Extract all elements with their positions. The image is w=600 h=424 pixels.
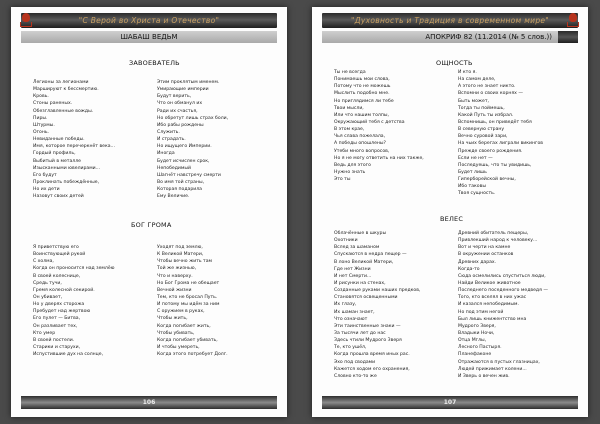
poem-column-left <box>33 79 151 200</box>
poem-line: И страдать. <box>157 137 186 143</box>
poem-line: Но у дверях сторожа <box>33 302 85 308</box>
poem-line: За тысячи лет до нас <box>334 330 386 336</box>
poem-line: Те, кто ушёл, <box>334 345 367 351</box>
poem-line: Их глазу, <box>334 302 357 308</box>
poem-line: Тем, кто не бросал Путь. <box>157 294 218 300</box>
section-title-text: АПОКРИФ 82 (11.2014 (№ 5 слов.)) <box>425 33 552 41</box>
poem-line: Но под этим негой <box>458 309 504 315</box>
poem-line: Последуешь, что ты увидишь, <box>458 162 532 168</box>
poem-line: В окружении останков <box>458 252 514 258</box>
poem-line: Привлекший народ к человеку... <box>458 238 538 244</box>
right-page <box>312 7 588 417</box>
poem-line: Гордый профиль, <box>33 151 76 157</box>
poem-line: Кровь. <box>33 94 49 100</box>
poem-line: Гремя колесной секирой. <box>33 287 95 293</box>
poem-line: Выбитый в металле <box>33 158 81 164</box>
poem-line: Мыслить подобно мне. <box>334 91 390 97</box>
poem-line: И потому мы идём за ним <box>157 302 220 308</box>
poem-line: Был лишь книжентство мна <box>458 316 527 322</box>
poem-line: Пребудет над жертвою <box>33 309 91 315</box>
poem-line: Владыки Ночи, <box>458 330 495 336</box>
poem-line: В своей колеснице, <box>33 273 81 279</box>
poem-line: Когда погибает убивать, <box>157 337 218 343</box>
poem-line: Изысканными ювелирами... <box>33 165 101 171</box>
poem-line: Планефаконе <box>458 352 492 358</box>
poem-line: Эти таинственные знаки — <box>334 323 401 329</box>
poem-line: Будет исчислен срок, <box>157 158 210 164</box>
poem-line: Будет лишь <box>458 169 487 175</box>
poem-line: Потому что не можешь <box>334 84 391 90</box>
poem-line: Я приветствую его <box>33 245 79 250</box>
poem-line: Твои мысли, <box>334 105 364 111</box>
poem-line: На чьих берегах лиграли викингов <box>458 141 543 147</box>
poem-line: Эхо под сводами <box>334 359 376 365</box>
poem-line: Шагнёт навстречу смерти <box>157 172 221 178</box>
poem-line: Вечно суровой зари, <box>458 134 508 140</box>
poem-line: Невиданные победы. <box>33 137 85 143</box>
poem-line: Чья слава пожелала, <box>334 134 386 140</box>
poem-line: Но ищущего Империи. <box>157 144 212 150</box>
poem-line: Назовут своих детей <box>33 194 84 200</box>
poem-line: Он убивает, <box>33 294 63 300</box>
poem-line: Стоны раненых. <box>33 101 73 107</box>
poem-line: И нет Смерти... <box>334 273 372 279</box>
poem-title: БОГ ГРОМА <box>131 221 172 229</box>
poem-line: С холма, <box>33 259 54 265</box>
poem-line: На самом деле, <box>458 77 496 83</box>
poem-line: Ибо рабы рождены <box>157 122 204 128</box>
poem-line: Вспомнишь, он приведёт тебя <box>458 119 532 125</box>
poem-title: ОЩНОСТЬ <box>436 59 473 67</box>
poem-line: Древних дарах. <box>458 259 497 265</box>
poem-line: Его будут <box>33 172 57 178</box>
poem-line: Словно кто-то же <box>334 373 377 379</box>
header-title: "Духовность и Традиция в современном мире" <box>350 16 550 25</box>
poem-line: Которая подарила <box>157 187 202 193</box>
poem-line: Вспомни о своих корнях — <box>458 91 523 97</box>
poem-line: Когда погибает жить, <box>157 323 211 329</box>
poem-line: Чтобы жить, <box>157 316 188 322</box>
poem-line: Кажется ходом его охранения, <box>334 366 410 372</box>
poem-line: Твоя сущность. <box>458 191 496 197</box>
poem-line: Но обретут лишь страх боли, <box>157 115 229 121</box>
poem-line: Старики и старухи, <box>33 344 81 350</box>
poem-line: Этим проклятым именем. <box>157 80 220 85</box>
poem-line: И кто я. <box>458 70 477 75</box>
poem-line: Испустившие дух на солнце, <box>33 352 104 358</box>
footer-bar <box>322 396 578 409</box>
poem-line: Людей прижимает колени... <box>458 366 527 372</box>
poem-line: Это ты <box>334 177 351 183</box>
emblem-icon <box>566 12 580 29</box>
header-title: "С Верой во Христа и Отечество" <box>78 16 220 25</box>
poem-line: Какой Путь ты избрал. <box>458 112 514 118</box>
poem-line: Утеби много вопросов, <box>334 148 390 154</box>
poem-line: Здесь чтили Мудрого Зверя <box>334 338 402 344</box>
header-bar <box>322 13 578 28</box>
poem-line: Непобедимый <box>157 165 191 171</box>
page-number: 107 <box>443 399 457 406</box>
poem-line: Но я не могу ответить на них также, <box>334 155 424 161</box>
poem-line: Ты не всегда <box>334 70 366 75</box>
poem-line: Чтобы вечно жить там <box>157 259 213 265</box>
footer-bar <box>21 396 277 409</box>
poem-line: А этого не знает никто. <box>458 84 516 90</box>
poem-line: Когда-то <box>458 266 480 272</box>
poem-line: Что и наверху. <box>157 273 193 279</box>
poem-column-left <box>33 244 151 358</box>
poem-line: И рисунки на стенах, <box>334 280 386 286</box>
poem-line: И чтобы умереть, <box>157 344 200 350</box>
poem-line: Мудрого Зверя, <box>458 323 496 329</box>
poem-line: Но их дети <box>33 187 60 193</box>
poem-line: Понимаешь мои слова, <box>334 77 390 83</box>
poem-column-right <box>458 69 576 198</box>
poem-line: Ради их счастья, <box>157 108 198 114</box>
poem-line: Отражаются в пустых глазницах, <box>458 359 540 365</box>
poem-line: Обезглавленные вожды. <box>33 108 94 114</box>
poem-line: Будут верить, <box>157 94 192 100</box>
header-bar <box>21 13 277 28</box>
poem-line: Когда этого потребует Долг. <box>157 352 228 358</box>
section-bar-cap <box>558 31 578 43</box>
poem-line: Во имя той страны, <box>157 179 205 185</box>
poem-line: Проклинать побеждённые, <box>33 179 100 185</box>
poem-line: Облачённые в шкуры <box>334 231 387 236</box>
poem-line: Сюда осмелились спуститься люди, <box>458 273 546 279</box>
poem-line: Где нет Жизни <box>334 266 371 272</box>
poem-column-left <box>334 230 452 380</box>
poem-line: Если не нет — <box>458 155 493 161</box>
page-number: 106 <box>142 399 156 406</box>
poem-line: Вечной жизни <box>157 287 192 293</box>
poem-line: Того, кто вселял в них ужас <box>458 295 527 301</box>
poem-column-right <box>157 244 275 358</box>
poem-line: Или что нашим толпы, <box>334 112 389 118</box>
poem-line: Ему Величие. <box>157 194 190 200</box>
poem-line: Спускаются в недра пещер — <box>334 252 407 258</box>
poem-line: В лоно Великой Матери, <box>334 259 394 265</box>
poem-line: Окружающий тебя с детства <box>334 119 405 125</box>
poem-line: Воинствующей рукой <box>33 252 86 258</box>
poem-column-right <box>157 79 275 200</box>
left-page <box>11 7 287 417</box>
poem-line: В северную страну <box>458 127 505 133</box>
poem-line: Но Бог Грома не обещает <box>157 280 220 286</box>
poem-line: Его пулет — Битва, <box>33 316 81 322</box>
poem-line: Найди Великое животное <box>458 280 521 286</box>
poem-title: ВЕЛЕС <box>440 215 464 223</box>
poem-line: В этом крае, <box>334 127 365 133</box>
poem-line: Что он обманул их <box>157 101 203 107</box>
poem-column-right <box>458 230 576 380</box>
poem-line: Имя, которое перечеркнёт века... <box>33 144 115 150</box>
poem-line: Иногда <box>157 151 175 157</box>
poem-line: Что означают <box>334 316 368 322</box>
poem-line: Когда он проносится над землёю <box>33 266 115 272</box>
poem-line: Вслед за шаманом <box>334 245 380 251</box>
poem-line: Но приглядимся ли тебе <box>334 98 394 104</box>
poem-line: А победы опошлены? <box>334 141 386 147</box>
poem-line: Созданные руками наших предков, <box>334 288 421 294</box>
poem-line: Легионы за легионами <box>33 80 89 85</box>
poem-line: Когда прошла время иных рас. <box>334 352 410 358</box>
poem-line: Охотники <box>334 238 358 244</box>
poem-line: Средь тучи, <box>33 280 62 286</box>
poem-line: Ведь для этого <box>334 162 371 168</box>
poem-line: В своей постели. <box>33 337 75 343</box>
poem-line: Ибо таковы <box>458 184 486 190</box>
poem-line: Древний обитатель пещеры, <box>458 231 529 236</box>
poem-line: Быть может, <box>458 98 489 104</box>
poem-line: Штурмы. <box>33 122 55 128</box>
poem-line: Чтобы убивать, <box>157 330 195 336</box>
poem-line: Лесного Пастыря. <box>458 345 502 351</box>
poem-line: И казался непобедимым. <box>458 302 519 308</box>
section-title: ШАБАШ ВЕДЬМ <box>21 31 277 43</box>
section-title <box>322 31 578 43</box>
poem-line: Нужно знать <box>334 169 366 175</box>
poem-line: Он разливает тех, <box>33 323 78 329</box>
poem-line: Пиры. <box>33 115 48 121</box>
poem-line: Служить. <box>157 129 180 135</box>
poem-line: Тогда ты поймешь, <box>458 105 505 111</box>
poem-line: Вот и черти на камне <box>458 245 511 251</box>
poem-line: Кто умер <box>33 330 56 336</box>
poem-column-left <box>334 69 452 183</box>
poem-line: Уходят под землю, <box>157 245 203 250</box>
poem-line: Последнего поседенного медведя — <box>458 288 548 294</box>
poem-line: С оружием в руках, <box>157 309 205 315</box>
poem-line: Прежде своего рождения. <box>458 148 523 154</box>
poem-line: И Зверь о вечен жив. <box>458 373 510 379</box>
poem-line: Их шаман знает, <box>334 309 375 315</box>
poem-line: Огонь. <box>33 129 50 135</box>
poem-line: К Великой Матери, <box>157 252 204 258</box>
poem-line: Отца Мглы, <box>458 338 487 344</box>
poem-line: Маршируют к бессмертию. <box>33 87 99 93</box>
poem-line: Умирающие империи <box>157 87 209 93</box>
poem-title: ЗАВОЕВАТЕЛЬ <box>129 59 180 67</box>
poem-line: Гиперборейской вечны, <box>458 177 516 183</box>
poem-line: Той же жизнью, <box>157 266 197 272</box>
poem-line: Становятся освещенными <box>334 295 398 301</box>
